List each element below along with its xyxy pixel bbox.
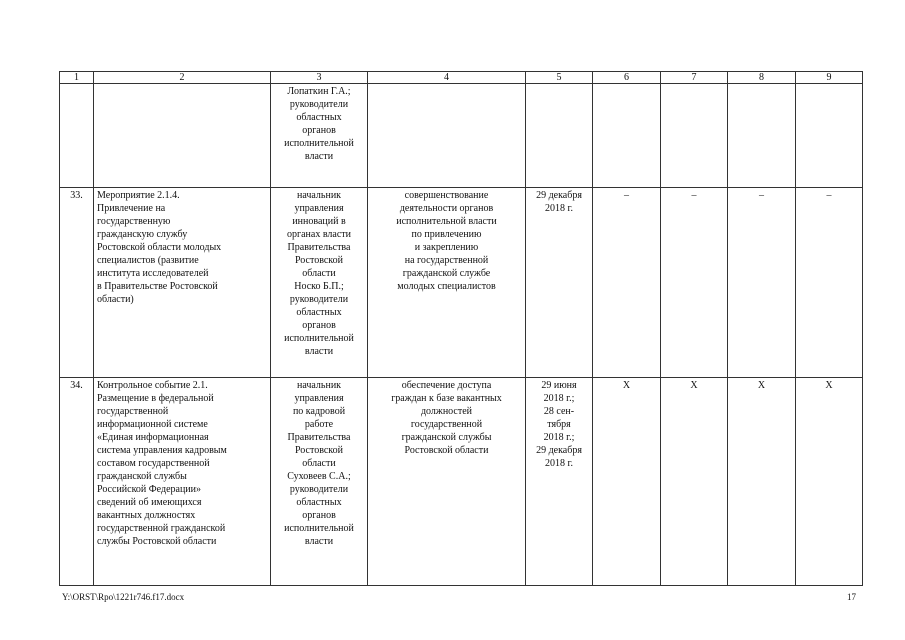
deadline-cell: 29 декабря 2018 г. <box>526 188 593 378</box>
header-row <box>60 72 863 84</box>
page-number: 17 <box>847 592 856 602</box>
row-number: 34. <box>60 378 94 586</box>
quarter-cell: Х <box>661 378 728 586</box>
responsible-cell: начальник управления инноваций в органах власти Правительства Ростовской области Носко Б.П.; руководители областных органов исполнительной власти <box>271 188 368 378</box>
deadline-cell: 29 июня 2018 г.; 28 сен- тября 2018 г.; 29 декабря 2018 г. <box>526 378 593 586</box>
quarter-cell: – <box>661 188 728 378</box>
deadline-cell <box>526 84 593 188</box>
row-number: 33. <box>60 188 94 378</box>
table-row <box>60 84 863 188</box>
quarter-cell <box>796 84 863 188</box>
file-path: Y:\ORST\Rpo\1221r746.f17.docx <box>62 592 185 602</box>
table-row <box>60 188 863 378</box>
plan-table <box>59 71 863 586</box>
activity-name: Контрольное событие 2.1. Размещение в федеральной государственной информационной системе «Единая информационная система управления кадровым составом государственной гражданской службы Российской Федерации» сведений об имеющихся вакантных должностях государственной гражданской службы Ростовской области <box>94 378 271 586</box>
responsible-cell: начальник управления по кадровой работе Правительства Ростовской области Суховеев С.А.; руководители областных органов исполнительной власти <box>271 378 368 586</box>
quarter-cell <box>728 84 796 188</box>
quarter-cell: – <box>728 188 796 378</box>
header-cell: 9 <box>796 72 863 84</box>
quarter-cell: Х <box>593 378 661 586</box>
quarter-cell <box>661 84 728 188</box>
table-row <box>60 378 863 586</box>
activity-name <box>94 84 271 188</box>
quarter-cell <box>593 84 661 188</box>
header-cell: 8 <box>728 72 796 84</box>
header-cell: 1 <box>60 72 94 84</box>
quarter-cell: Х <box>728 378 796 586</box>
header-cell: 2 <box>94 72 271 84</box>
result-cell: обеспечение доступа граждан к базе вакантных должностей государственной гражданской службы Ростовской области <box>368 378 526 586</box>
activity-name: Мероприятие 2.1.4. Привлечение на государственную гражданскую службу Ростовской области молодых специалистов (развитие института исследователей в Правительстве Ростовской области) <box>94 188 271 378</box>
result-cell <box>368 84 526 188</box>
header-cell: 3 <box>271 72 368 84</box>
result-cell: совершенствование деятельности органов исполнительной власти по привлечению и закреплению на государственной гражданской службе молодых специалистов <box>368 188 526 378</box>
row-number <box>60 84 94 188</box>
header-cell: 4 <box>368 72 526 84</box>
header-cell: 6 <box>593 72 661 84</box>
header-cell: 5 <box>526 72 593 84</box>
header-cell: 7 <box>661 72 728 84</box>
quarter-cell: – <box>593 188 661 378</box>
responsible-cell: Лопаткин Г.А.; руководители областных органов исполнительной власти <box>271 84 368 188</box>
quarter-cell: – <box>796 188 863 378</box>
quarter-cell: Х <box>796 378 863 586</box>
